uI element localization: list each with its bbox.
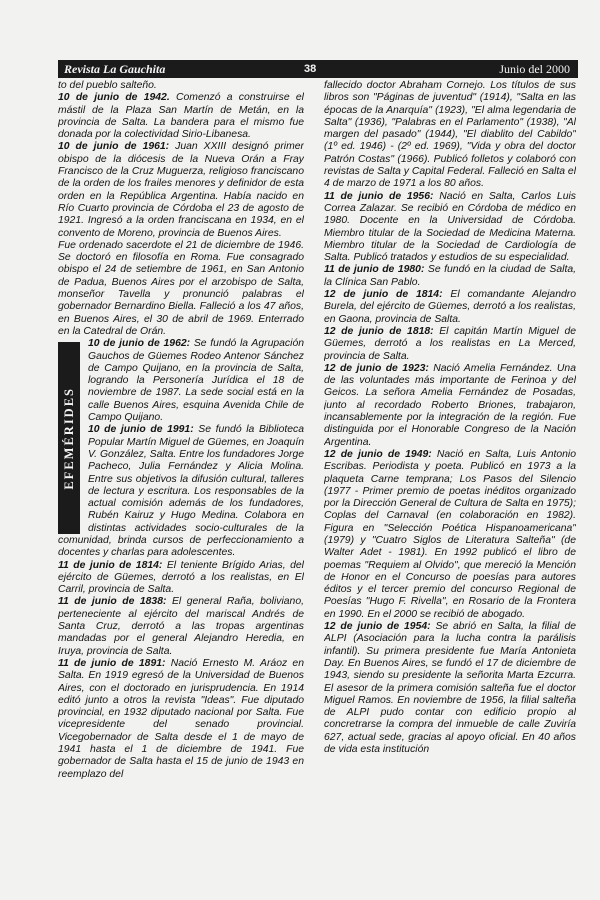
entry-paragraph: 12 de junio de 1814: El comandante Alejandro Burela, del ejército de Güemes, derrotó a los realistas, en Gaona, provincia de Salta. — [324, 289, 576, 325]
entry-paragraph: fallecido doctor Abraham Cornejo. Los títulos de sus libros son "Páginas de juventud" (1914), "Salta en las épocas de la Anarquía" (1923), "El alma legendaria de Salta" (1936), "Palabras en el Parlamento" (1938), "Al margen del pasado" (1944), "El diablito del Cabildo" (1º ed. 1946) - (2º ed. 1969), "Vida y obra del doctor Patrón Costas" (1966). Publicó folletos y colaboró con revistas de Salta y Capital Federal. Falleció en Salta el 4 de marzo de 1971 a los 80 años. — [324, 80, 576, 190]
entry-paragraph: 12 de junio de 1923: Nació Amelia Fernández. Una de las voluntades más importante de Ferinoa y del Geicos. La señora Amelia Fernández de Posadas, junto al recordado Roberto Briones, trabajaron, incansablemente por la integración de la región. Fue distinguida por el Honorable Congreso de la Nación Argentina. — [324, 362, 576, 448]
magazine-title: Revista La Gauchita — [64, 61, 166, 76]
section-sidebar-label: EFEMÉRIDES — [58, 342, 80, 534]
left-column — [58, 80, 304, 890]
entry-paragraph: 11 de junio de 1814: El teniente Brígido Arias, del ejército de Güemes, derrotó a los realistas, en El Carril, provincia de Salta. — [58, 559, 304, 596]
entry-paragraph: to del pueblo salteño. — [58, 80, 157, 91]
entry-paragraph: 12 de junio de 1954: Se abrió en Salta, la filial de ALPI (Asociación para la lucha contra la parálisis infantil). Su primera presidente fue María Antonieta Day. En Buenos Aires, se fundó el 17 de diciembre de 1943, siendo su presidente la señorita Marta Ezcurra. El asesor de la primera comisión salteña fue el doctor Miguel Ramos. En noviembre de 1956, la filial salteña de ALPI pudo contar con edificio propio al concretrarse la compra del inmueble de calle Zuviría 627, actual sede, gracias al apoyo oficial. En 40 años de vida esta institución — [324, 621, 576, 756]
entry-paragraph: 11 de junio de 1956: Nació en Salta, Carlos Luis Correa Zalazar. Se recibió en Córdoba de médico en 1980. Docente en la Universidad de Córdoba. Miembro titular de la Sociedad de Medicina Materna. Miembro titular de la Sociedad de Cardiología de Salta. Publicó tratados y estudios de su especialidad. — [324, 190, 576, 264]
entry-paragraph: 11 de junio de 1980: Se fundó en la ciudad de Salta, la Clínica San Pablo. — [324, 264, 576, 288]
page-header — [58, 60, 578, 78]
issue-date: Junio del 2000 — [499, 61, 570, 76]
entry-paragraph: 11 de junio de 1838: El general Raña, boliviano, perteneciente al ejército del mariscal Andrés de Santa Cruz, derrotó a las tropas argentinas mandadas por el general Alejandro Heredia, en Iruya, provincia de Salta. — [58, 596, 304, 657]
entry-paragraph: 10 de junio de 1961: Juan XXIII designó primer obispo de la diócesis de la Nueva Orán a Fray Francisco de la Cruz Muguerza, religioso franciscano de la orden de los frailes menores y definidor de esta orden en la República Argentina. Había nacido en Río Cuarto provincia de Córdoba el 23 de agosto de 1921. Ingresó a la orden franciscana en 1934, en el convento de Moreno, provincia de Buenos Aires. — [58, 141, 304, 239]
entry-paragraph: Fue ordenado sacerdote el 21 de diciembre de 1946. Se doctoró en filosofía en Roma. Fue consagrado obispo el 24 de setiembre de 1961, en San Antonio de Padua, Buenos Aires por el arzobispo de Salta, monseñor Tavella y pronunció palabras el gobernador Bernardino Biella. Falleció a los 47 años, en Buenos Aires, el 30 de abril de 1969. Enterrado en la Catedral de Orán. — [58, 239, 304, 337]
entry-paragraph: 11 de junio de 1891: Nació Ernesto M. Aráoz en Salta. En 1919 egresó de la Universidad de Buenos Aires, con el doctorado en jurisprudencia. En 1914 editó junto a otros la revista "Ideas". Fue diputado provincial, en 1932 diputado nacional por Salta. Fue vicepresidente del senado provincial. Vicegobernador de Salta desde el 1 de mayo de 1941 hasta el 1 de diciembre de 1941. Fue gobernador de Salta hasta el 15 de junio de 1943 en reemplazo del — [58, 657, 304, 780]
entry-paragraph: 10 de junio de 1942. Comenzó a construirse el mástil de la Plaza San Martín de Metán, en la provincia de Salta. La bandera para el mismo fue donada por la colectividad Sirio-Libanesa. — [58, 92, 304, 141]
entry-paragraph: 12 de junio de 1818: El capitán Martín Miguel de Güemes, derrotó a los realistas en La Merced, provincia de Salta. — [324, 325, 576, 362]
entry-paragraph: 10 de junio de 1991: Se fundó la Biblioteca Popular Martín Miguel de Güemes, en Joaquín V. González, Salta. Entre los fundadores Jorge Pacheco, Julia Fernández y Alicia Molina. Entre sus objetivos la difusión cultural, talleres de lectura y escritura. Los responsables de la actual comisión además de los fundadores, Rubén Kairuz y Hugo Medina. Colabora en distintas actividades socio-culturales de la comunidad, brinda cursos de perfeccionamiento a docentes y charlas para adolescentes. — [58, 424, 304, 559]
right-column — [324, 80, 576, 892]
entry-paragraph: 10 de junio de 1962: Se fundó la Agrupación Gauchos de Güemes Rodeo Antenor Sánchez de Campo Quijano, en la provincia de Salta, logrando la Personería Jurídica el 18 de noviembre de 1987. La sede social está en la calle Buenos Aires, esquina Avenida Chile de Campo Quijano. — [88, 338, 304, 424]
entry-paragraph: 12 de junio de 1949: Nació en Salta, Luis Antonio Escribas. Periodista y poeta. Publicó en 1973 a la plaqueta Carne temprana; Los Pasos del Silencio (1977 - Primer premio de poetas inéditos organizado por la Dirección General de Cultura de Salta en 1975); Coplas del Carnaval (en colaboración en 1982). Figura en "Selección Poética Hispanoamericana" (1979) y "Cuatro Siglos de Literatura Salteña" (de Walter Adet - 1981). En 1992 publicó el libro de poemas "Requiem al Olvido", que mereció la Mención de Honor en el Concurso de poesías para autores éditos y el tercer premio del concurso Regional de Poesías "Hugo F. Rivella", en Rosario de la Frontera en 1990. En el 2000 se recibió de abogado. — [324, 448, 576, 620]
page-number: 38 — [304, 63, 317, 75]
